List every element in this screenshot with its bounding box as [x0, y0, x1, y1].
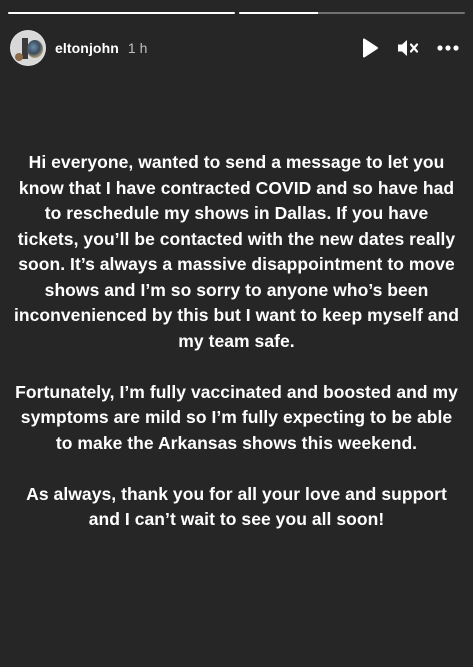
more-options-icon: [437, 45, 459, 51]
profile-avatar[interactable]: [10, 30, 46, 66]
mute-button[interactable]: [397, 38, 419, 58]
message-paragraph-2: Fortunately, I’m fully vaccinated and boosted and my symptoms are mild so I’m fully expecting to be able to make the Arkansas shows this weekend.: [15, 381, 458, 453]
progress-segment-1: [8, 12, 235, 14]
message-paragraph-1: Hi everyone, wanted to send a message to let you know that I have contracted COVID and so have had to reschedule my shows in Dallas. If you have tickets, you’ll be contacted with the new dates really soon. It’s always a massive disappointment to move shows and I’m so sorry to anyone who’s been inconvenienced by this but I want to keep myself and my team safe.: [13, 152, 460, 351]
username-link[interactable]: eltonjohn: [55, 40, 119, 56]
story-message: [12, 150, 461, 533]
more-options-button[interactable]: [437, 45, 459, 51]
story-progress-bar: [8, 12, 465, 14]
progress-segment-1-fill: [8, 12, 235, 14]
progress-segment-2-fill: [239, 12, 318, 14]
post-time: 1 h: [127, 40, 148, 56]
muted-speaker-icon: [397, 38, 419, 58]
message-paragraph-3: As always, thank you for all your love and support and I can’t wait to see you all soon!: [26, 483, 447, 529]
play-button[interactable]: [361, 38, 379, 58]
avatar-spot-shape: [15, 53, 23, 61]
story-header: [10, 28, 459, 68]
play-icon: [361, 38, 379, 58]
progress-segment-2: [239, 12, 466, 14]
story-controls: [361, 38, 459, 58]
avatar-swirl-shape: [27, 40, 43, 58]
